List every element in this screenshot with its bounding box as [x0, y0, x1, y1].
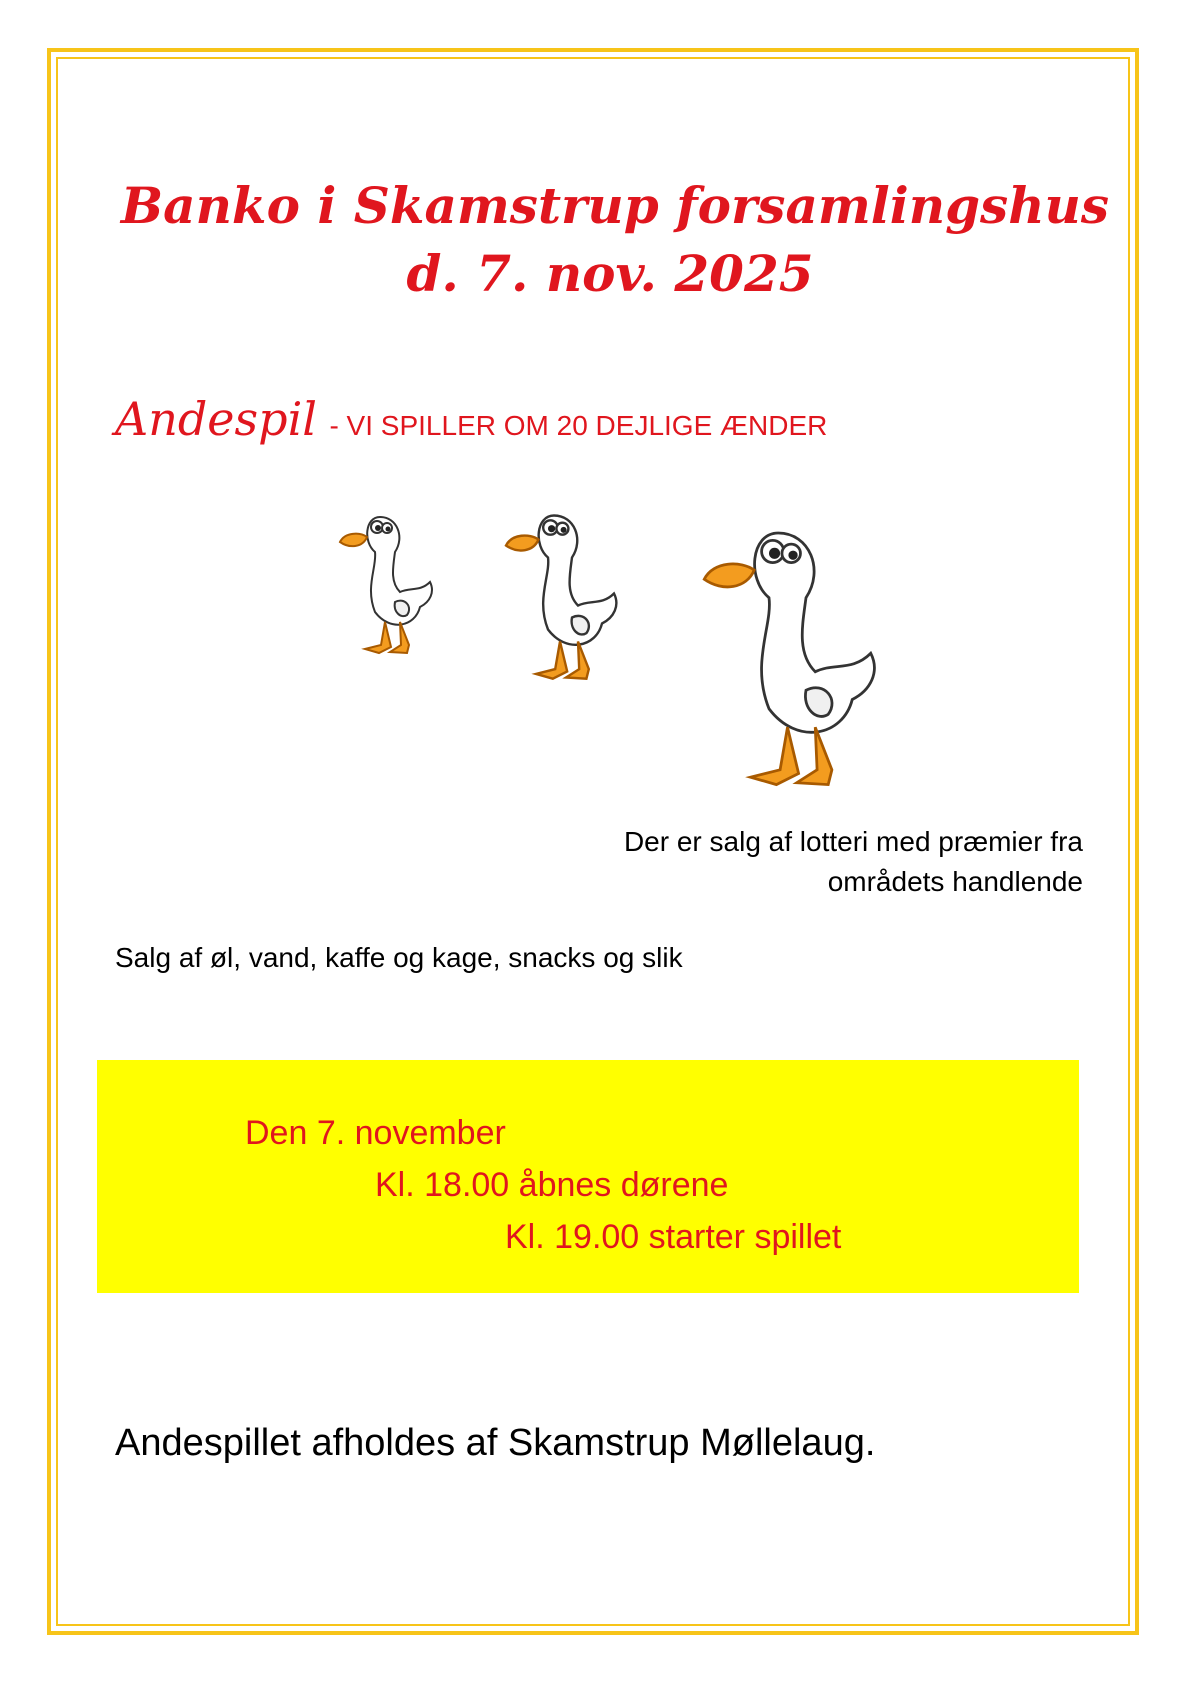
andespil-label: Andespil	[115, 392, 317, 446]
lottery-text	[624, 822, 1083, 902]
event-date-title: d. 7. nov. 2025	[406, 244, 814, 303]
event-title: Banko i Skamstrup forsamlingshus	[120, 176, 1110, 235]
lottery-line-2: områdets handlende	[827, 866, 1083, 897]
sales-text: Salg af øl, vand, kaffe og kage, snacks og slik	[115, 942, 683, 973]
schedule-start: Kl. 19.00 starter spillet	[505, 1218, 842, 1256]
schedule-doors: Kl. 18.00 åbnes dørene	[375, 1166, 729, 1204]
duck-icon	[500, 490, 620, 685]
host-text: Andespillet afholdes af Skamstrup Møllelaug.	[115, 1422, 876, 1464]
andespil-description: - VI SPILLER OM 20 DEJLIGE ÆNDER	[329, 410, 828, 441]
lottery-line-1: Der er salg af lotteri med præmier fra	[623, 826, 1083, 857]
duck-icon	[695, 494, 880, 794]
schedule-date: Den 7. november	[245, 1114, 506, 1152]
duck-icon	[335, 497, 435, 657]
andespil-heading	[115, 392, 827, 446]
